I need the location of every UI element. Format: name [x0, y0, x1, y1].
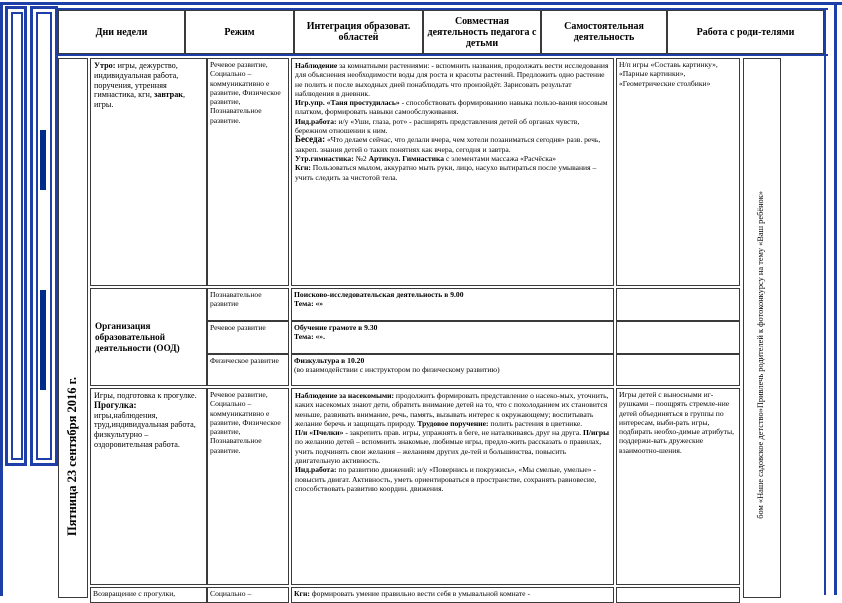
ood-activity-2-title: Обучение грамоте в 9.30: [294, 323, 378, 332]
game-exercise-text: - способствовать формированию навыка пользо-вания носовым платком, формировать навыки самообслуживания.: [295, 98, 608, 117]
return-integration: Социально –: [207, 587, 289, 603]
table-bottom-frame: [58, 54, 828, 56]
ood-activity-1-theme: Тема: «»: [294, 299, 324, 309]
ood-label: Организация образовательной деятельности (ООД): [95, 320, 180, 353]
ood-independent-1: [616, 288, 740, 321]
header-days: Дни недели: [58, 10, 185, 54]
ood-activity-3: [291, 354, 614, 386]
decorative-frame-inner: [36, 12, 52, 460]
walk-label: Прогулка:: [94, 399, 137, 410]
ood-mode: [90, 288, 207, 386]
labor-assignment-text: полить растения в цветнике.: [488, 418, 583, 428]
return-joint-activity: [291, 587, 614, 603]
decorative-frame-inner: [11, 12, 23, 460]
physical-education-note: (во взаимодействии с инструктором по физическому развитию): [294, 365, 500, 375]
ood-independent-3: [616, 354, 740, 386]
breakfast-label: завтрак: [153, 90, 184, 100]
morning-gymnastics-label: Утр.гимнастика:: [295, 153, 354, 163]
walk-integration: Речевое развитие, Социально – коммуникативно е развитие, Физическое развитие, Познавательное развитие.: [207, 388, 289, 585]
day-column: [58, 58, 88, 598]
observation-text: за комнатными растениями: - вспомнить названия, продолжать вести исследования для объяснения необходимости воды для роста и красоты растений. Предложить одно растение не полить и после выходных дней понаблюдать что произойдёт. Зарисовать результат наблюдения в дневник.: [295, 61, 609, 98]
ood-independent-2: [616, 321, 740, 354]
morning-mode-tail: , игры.: [94, 90, 186, 110]
return-mode: Возвращение с прогулки,: [90, 587, 207, 603]
right-border-line: [834, 2, 837, 595]
parents-note: бом «Наше садовское детство»Привлечь родителей к фотоконкурсу на тему «Ваш ребёнок»: [756, 191, 765, 519]
ood-activity-2-theme: Тема: «».: [294, 332, 325, 342]
individual-work-label: Инд.работа:: [295, 116, 337, 126]
hygiene-text: Пользоваться мылом, аккуратно мыть руки, лицо, насухо вытираться после умывания – учить следить за чистотой тела.: [295, 163, 597, 182]
morning-joint-activity: [291, 58, 614, 286]
ood-activity-1: [291, 288, 614, 321]
morning-mode: [90, 58, 207, 286]
ood-integration-1: Познавательное развитие: [207, 288, 289, 321]
hygiene-label: Кгн:: [295, 163, 311, 173]
walk-independent: Игры детей с выносными иг-рушками – поощрять стремле-ние детей объединяться в группы по интересам, выби-рать игры, подбирать необхо-димые атрибуты, поддержи-вать дружеские взаимоотно-шения.: [616, 388, 740, 585]
return-hygiene-label: Кгн:: [294, 589, 310, 598]
morning-integration: Речевое развитие, Социально – коммуникативно е развитие, Физическое развитие, Познавательное развитие.: [207, 58, 289, 286]
parents-column: [743, 58, 781, 598]
articulation-text: с элементами массажа «Расчёска»: [444, 153, 557, 163]
day-label: Пятница 23 сентября 2016 г.: [65, 377, 79, 537]
return-hygiene-text: формировать умение правильно вести себя в умывальной комнате -: [309, 589, 530, 598]
frame-accent: [40, 130, 46, 190]
insect-observation-text: продолжить формировать представление о насеко-мых, уточнить, каких насекомых знают дети, обратить внимание детей на то, что с похолоданием их становится меньше, развивать внимание, речь, память, вызывать интерес к окружающему; воспитывать желание беречь и защищать природу.: [295, 391, 609, 428]
bees-game-label: П/и «Пчелки»: [295, 428, 344, 438]
individual-work-text: и/у «Уши, глаза, рот» - расширять представления детей об органах чувств, бережном отношении к ним.: [295, 116, 580, 136]
morning-mode-text: игры, дежурство, индивидуальная работа, поручения, утренняя гимнастика, кгн,: [94, 61, 179, 100]
outdoor-games-label: П/игры: [581, 428, 610, 438]
morning-independent: Н/п игры «Составь картинку», «Парные картинки», «Геометрические столбики»: [616, 58, 740, 286]
header-independent-activity: Самостоятельная деятельность: [541, 10, 667, 54]
conversation-label: Беседа:: [295, 134, 326, 145]
walk-individual-work-text: по развитию движений: и/у «Повернись и покружись», «Мы смелые, умелые» - повысить двигат. Активность, уметь ориентироваться в пространстве, сохранять равновесие, способствовать развитию координ. движения.: [295, 465, 597, 493]
gymnastics-number: №2: [353, 153, 369, 163]
frame-accent: [40, 290, 46, 390]
header-integration: Интеграция образоват. областей: [294, 10, 423, 54]
walk-mode-text: игры,наблюдения, труд,индивидуальная работа, физкультурно – оздоровительная работа.: [94, 410, 196, 449]
header-mode: Режим: [185, 10, 294, 54]
walk-preparation-text: Игры, подготовка к прогулке.: [94, 391, 197, 400]
labor-assignment-label: Трудовое поручение:: [415, 418, 489, 428]
walk-individual-work-label: Инд.работа:: [295, 465, 337, 475]
conversation-text: «Что делаем сейчас, что делали вчера, чем хотели позаниматься сегодня» разв. речь, закреп. знания детей о таких понятиях как вчера, сегодня и завтра.: [295, 135, 601, 154]
right-border-line: [824, 8, 827, 595]
insect-observation-label: Наблюдение за насекомыми:: [295, 391, 395, 400]
physical-education-time: в 10.20: [339, 356, 365, 365]
walk-joint-activity: [291, 388, 614, 585]
bees-game-text: - закрепить прав. игры, упражнять в беге, не наталкиваясь друг на друга.: [343, 428, 582, 438]
ood-integration-2: Речевое развитие: [207, 321, 289, 354]
morning-label: Утро:: [94, 61, 116, 70]
ood-activity-1-title: Поисково-исследовательская деятельность в 9.00: [294, 290, 464, 299]
physical-education-label: Физкультура: [294, 356, 340, 365]
header-joint-activity: Совместная деятельность педагога с детьми: [423, 10, 541, 54]
articulation-label: Артикул. Гимнастика: [368, 153, 445, 163]
observation-label: Наблюдение: [295, 61, 338, 70]
game-exercise-label: Игр.упр. «Таня простудилась»: [295, 98, 400, 108]
header-parents: Работа с роди-телями: [667, 10, 824, 54]
outdoor-games-text: по желанию детей – вспомнить знакомые, любимые игры, предло-жить рассказать о правилах, учить подчинять свои желания – желаниям других де-тей и большинства, повысить двигательную активность.: [295, 437, 602, 466]
ood-integration-3: Физическое развитие: [207, 354, 289, 386]
return-independent: [616, 587, 740, 603]
ood-activity-2: [291, 321, 614, 354]
walk-mode: [90, 388, 207, 585]
